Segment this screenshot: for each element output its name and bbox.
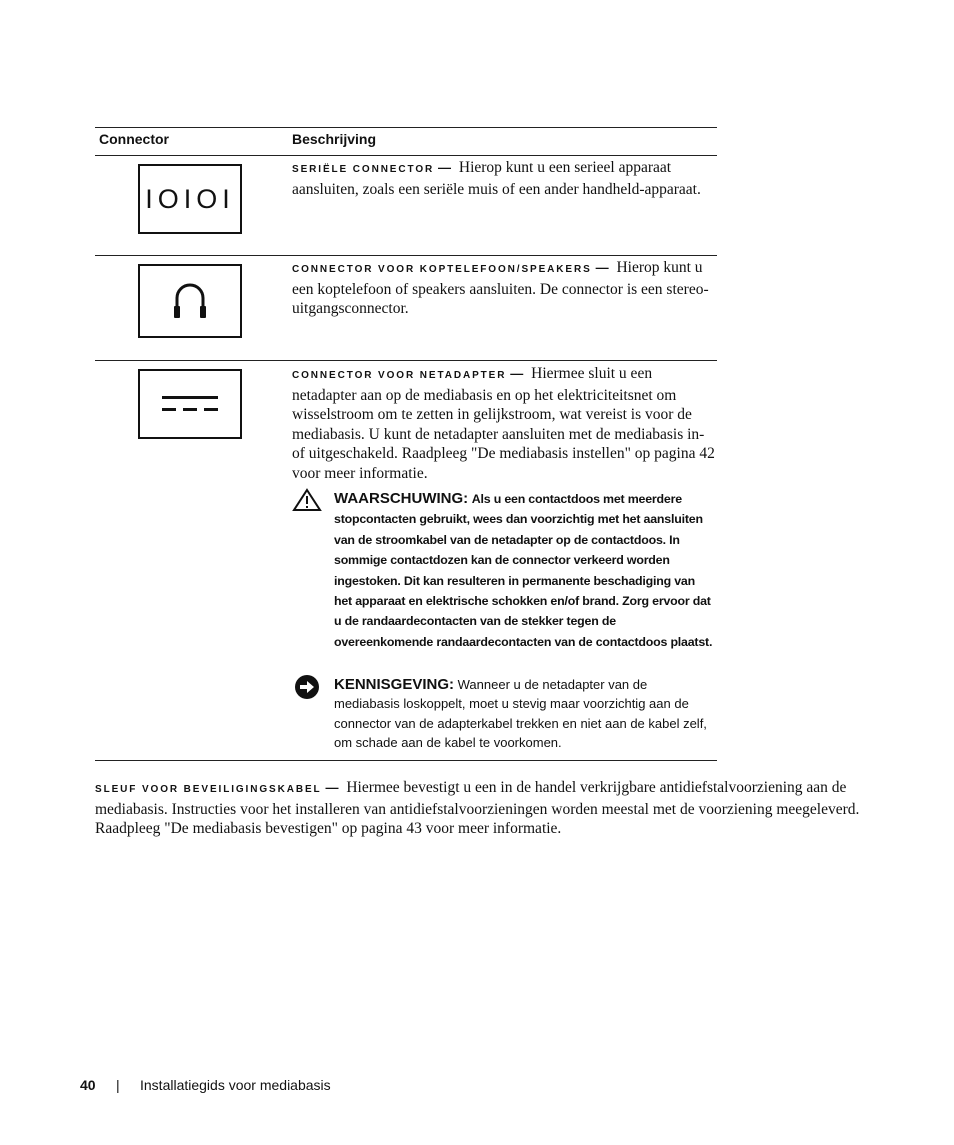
footer-separator: | <box>116 1077 120 1093</box>
table-top-rule <box>95 127 717 128</box>
column-header-description: Beschrijving <box>292 131 377 147</box>
table-row-description: CONNECTOR VOOR KOPTELEFOON/SPEAKERS — Hierop kunt u een koptelefoon of speakers aansluiten. De connector is een stereo-uitgangsconnector. <box>292 259 709 317</box>
row-lead-title: SERIËLE CONNECTOR <box>292 164 435 175</box>
page-number: 40 <box>80 1077 96 1093</box>
row-lead-title: CONNECTOR VOOR NETADAPTER <box>292 370 507 381</box>
table-header-rule <box>95 155 717 156</box>
table-row-rule <box>95 360 717 361</box>
security-slot-paragraph: SLEUF VOOR BEVEILIGINGSKABEL — Hiermee bevestigt u een in de handel verkrijgbare antidiefstalvoorziening aan de mediabasis. Instructies voor het installeren van antidiefstalvoorzieningen worden meestal met de voorziening meegeleverd. Raadpleeg "De mediabasis bevestigen" op pagina 43 voor meer informatie. <box>95 779 860 838</box>
security-slot-lead: SLEUF VOOR BEVEILIGINGSKABEL <box>95 784 322 795</box>
headphones-icon <box>138 264 242 338</box>
serial-port-icon: IOIOI <box>138 164 242 234</box>
notice-text <box>334 675 716 753</box>
security-slot-text: Hiermee bevestigt u een in de handel verkrijgbare antidiefstalvoorziening aan de mediabasis. Instructies voor het installeren van antidiefstalvoorzieningen worden meestal met de voorziening meegeleverd. Raadpleeg "De mediabasis bevestigen" op pagina 43 voor meer informatie. <box>95 779 860 838</box>
table-row-description: CONNECTOR VOOR NETADAPTER — Hiermee sluit u een netadapter aan op de mediabasis en op het elektriciteitsnet om wisselstroom om te zetten in gelijkstroom, wat vereist is voor de mediabasis. U kunt de netadapter aansluiten met de mediabasis in- of uitgeschakeld. Raadpleeg "De mediabasis instellen" op pagina 42 voor meer informatie. <box>292 365 715 482</box>
column-header-connector: Connector <box>99 131 169 147</box>
row-text: Hiermee sluit u een netadapter aan op de mediabasis en op het elektriciteitsnet om wisselstroom om te zetten in gelijkstroom, wat vereist is voor de mediabasis. U kunt de netadapter aansluiten met de mediabasis in- of uitgeschakeld. Raadpleeg "De mediabasis instellen" op pagina 42 voor meer informatie. <box>292 365 715 482</box>
warning-title: WAARSCHUWING: <box>334 490 469 507</box>
warning-body: Als u een contactdoos met meerdere stopcontacten gebruikt, wees dan voorzichtig met het aansluiten van de stroomkabel van de netadapter op de contactdoos. In sommige contactdozen kan de connector verkeerd worden ingestoken. Dit kan resulteren in permanente beschadiging van het apparaat en elektrische schokken en/of brand. Zorg ervoor dat u de randaardecontacten van de stekker tegen de overeenkomende randaardecontacten van de contactdoos plaatst. <box>334 492 713 649</box>
notice-title: KENNISGEVING: <box>334 676 455 693</box>
notice-note <box>292 674 717 756</box>
table-bottom-rule <box>95 760 717 761</box>
warning-triangle-icon <box>292 488 322 512</box>
row-text: Hierop kunt u een koptelefoon of speakers aansluiten. De connector is een stereo-uitgangsconnector. <box>292 259 709 317</box>
row-text: Hierop kunt u een serieel apparaat aansluiten, zoals een seriële muis of een ander handheld-apparaat. <box>292 159 701 198</box>
warning-note <box>292 488 717 668</box>
dc-symbol-glyph-icon <box>160 392 220 416</box>
warning-text <box>334 489 716 652</box>
dc-power-icon <box>138 369 242 439</box>
table-row-rule <box>95 255 717 256</box>
headphones-glyph-icon <box>170 279 210 323</box>
row-lead-title: CONNECTOR VOOR KOPTELEFOON/SPEAKERS <box>292 264 592 275</box>
footer-title: Installatiegids voor mediabasis <box>140 1077 331 1093</box>
notice-arrow-icon <box>294 674 320 700</box>
notice-body: Wanneer u de netadapter van de mediabasis loskoppelt, moet u stevig maar voorzichtig aan de connector van de adapterkabel trekken en niet aan de kabel zelf, om schade aan de kabel te voorkomen. <box>334 677 707 751</box>
table-row-description: SERIËLE CONNECTOR — Hierop kunt u een serieel apparaat aansluiten, zoals een seriële muis of een ander handheld-apparaat. <box>292 159 701 198</box>
